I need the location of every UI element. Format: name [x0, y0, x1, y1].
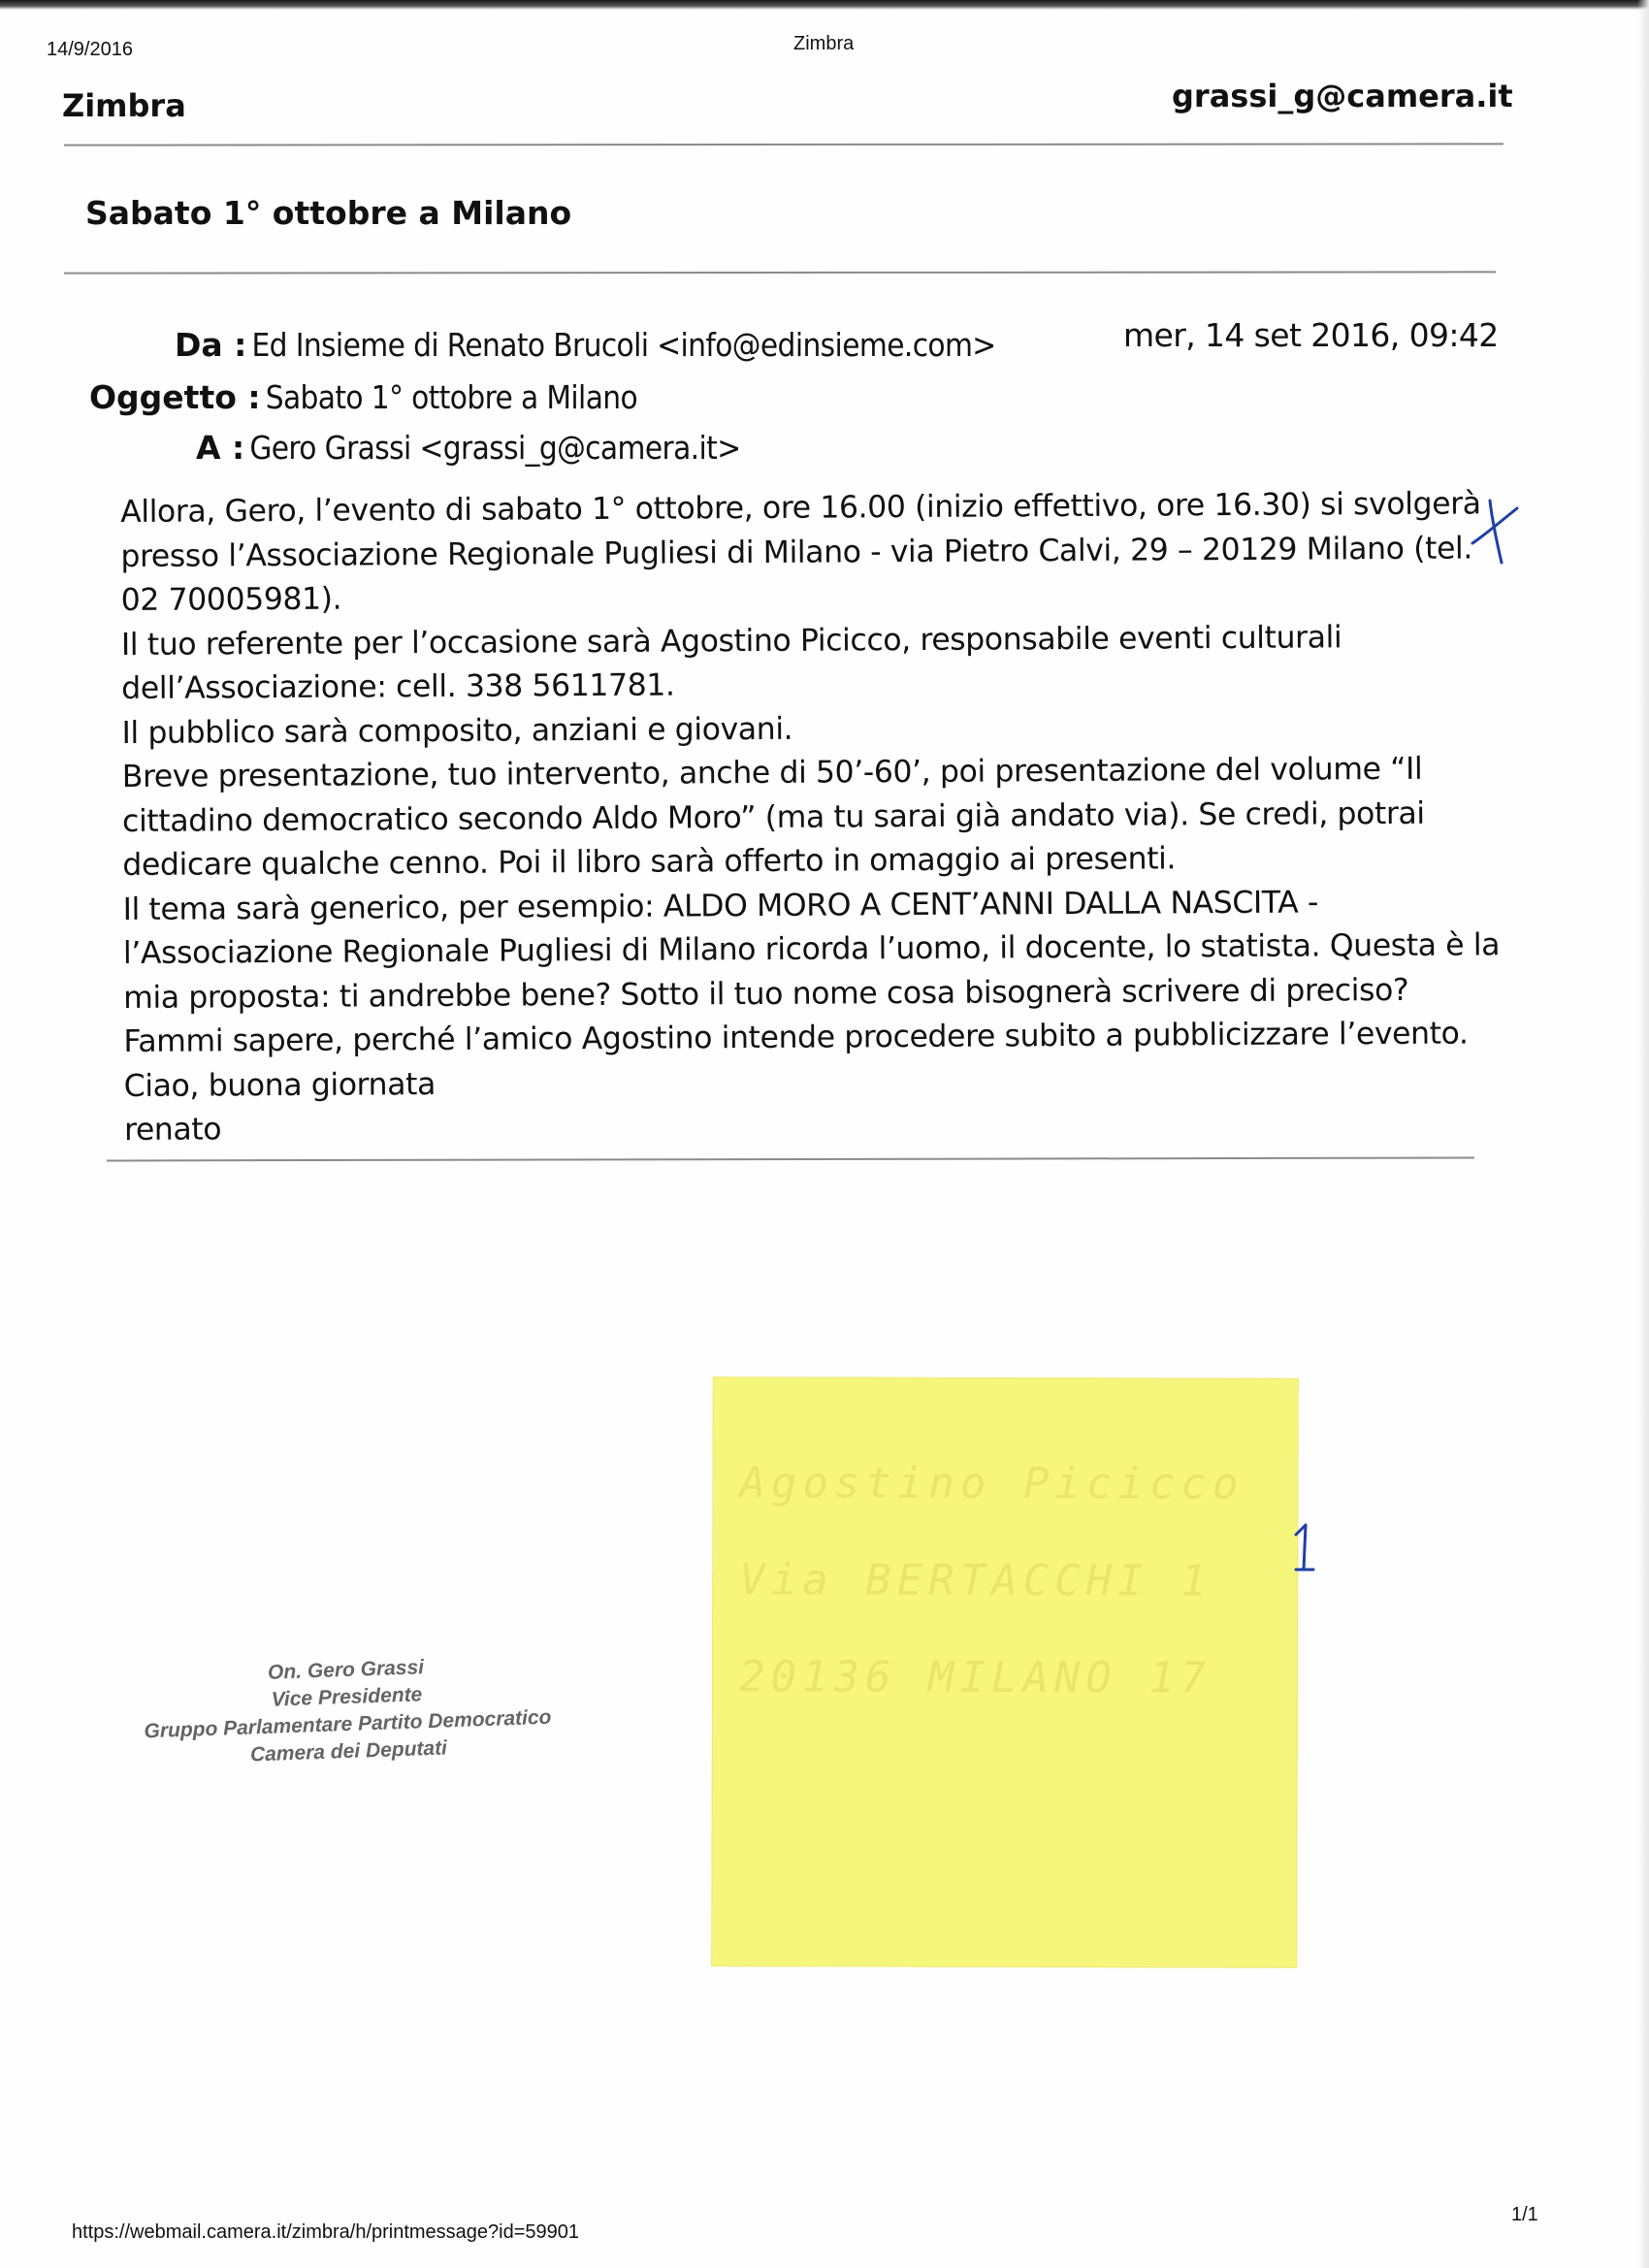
subject-value: Sabato 1° ottobre a Milano [265, 378, 638, 416]
body-line: Ciao, buona giornata [123, 1066, 436, 1104]
body-line: presso l’Associazione Regionale Pugliesi di Milano - via Pietro Calvi, 29 – 20129 Milano (tel. [120, 530, 1473, 574]
footer-url: https://webmail.camera.it/zimbra/h/printmessage?id=59901 [72, 2221, 580, 2243]
stamp-line: Camera dei Deputati [249, 1736, 448, 1766]
scan-edge-top [0, 0, 1649, 10]
sticky-note-line: 20136 MILANO 17 [738, 1652, 1212, 1703]
body-line: Il tema sarà generico, per esempio: ALDO MORO A CENT’ANNI DALLA NASCITA - [122, 884, 1319, 927]
body-line: Il pubblico sarà composito, anziani e giovani. [121, 711, 793, 751]
body-line: mia proposta: ti andrebbe bene? Sotto il tuo nome cosa bisognerà scrivere di preciso? [123, 972, 1409, 1016]
print-date: 14/9/2016 [47, 39, 133, 60]
body-line: l’Associazione Regionale Pugliesi di Milano ricorda l’uomo, il docente, lo statista. Questa è la [122, 927, 1501, 971]
body-line: dell’Associazione: cell. 338 5611781. [121, 667, 675, 706]
subject-row [89, 378, 637, 416]
to-value: Gero Grassi <grassi_g@camera.it> [249, 429, 741, 467]
scan-edge-right [1637, 0, 1649, 2268]
body-line: Breve presentazione, tuo intervento, anche di 50’-60’, poi presentazione del volume “Il [121, 751, 1423, 794]
handwritten-one-mark [1290, 1521, 1319, 1575]
app-name: Zimbra [62, 87, 186, 124]
body-line: dedicare qualche cenno. Poi il libro sarà offerto in omaggio ai presenti. [122, 841, 1177, 883]
signature-stamp [122, 1649, 572, 1773]
body-divider [107, 1157, 1474, 1162]
message-date: mer, 14 set 2016, 09:42 [1123, 316, 1499, 354]
stamp-line: On. Gero Grassi [267, 1656, 425, 1684]
message-body [120, 482, 1501, 1152]
header-divider [64, 143, 1504, 146]
subject-divider [64, 271, 1496, 274]
body-line: Fammi sapere, perché l’amico Agostino intende procedere subito a pubblicizzare l’evento. [123, 1016, 1469, 1059]
body-line: cittadino democratico secondo Aldo Moro” (ma tu sarai già andato via). Se credi, potrai [121, 795, 1425, 839]
from-row [175, 326, 996, 364]
to-label: A : [196, 429, 245, 467]
body-line: 02 70005981). [120, 581, 342, 618]
stamp-line: Gruppo Parlamentare Partito Democratico [144, 1705, 552, 1743]
body-line: renato [123, 1112, 222, 1148]
subject-label: Oggetto : [89, 378, 261, 416]
page-number: 1/1 [1511, 2204, 1538, 2225]
account-email: grassi_g@camera.it [1172, 78, 1513, 114]
stamp-line: Vice Presidente [271, 1683, 423, 1711]
to-row [196, 429, 740, 467]
print-title: Zimbra [793, 33, 855, 54]
from-value: Ed Insieme di Renato Brucoli <info@edinsieme.com> [251, 326, 996, 364]
body-line: Allora, Gero, l’evento di sabato 1° ottobre, ore 16.00 (inizio effettivo, ore 16.30) si svolgerà [120, 486, 1481, 530]
sticky-note-line: Via BERTACCHI 1 [739, 1555, 1212, 1606]
sticky-note-line: Agostino Picicco [739, 1458, 1245, 1509]
subject-title: Sabato 1° ottobre a Milano [85, 194, 572, 232]
from-label: Da : [175, 326, 247, 364]
body-line: Il tuo referente per l’occasione sarà Agostino Picicco, responsabile eventi culturali [120, 619, 1342, 663]
handwritten-x-mark [1469, 495, 1521, 567]
sticky-note [711, 1377, 1299, 1968]
